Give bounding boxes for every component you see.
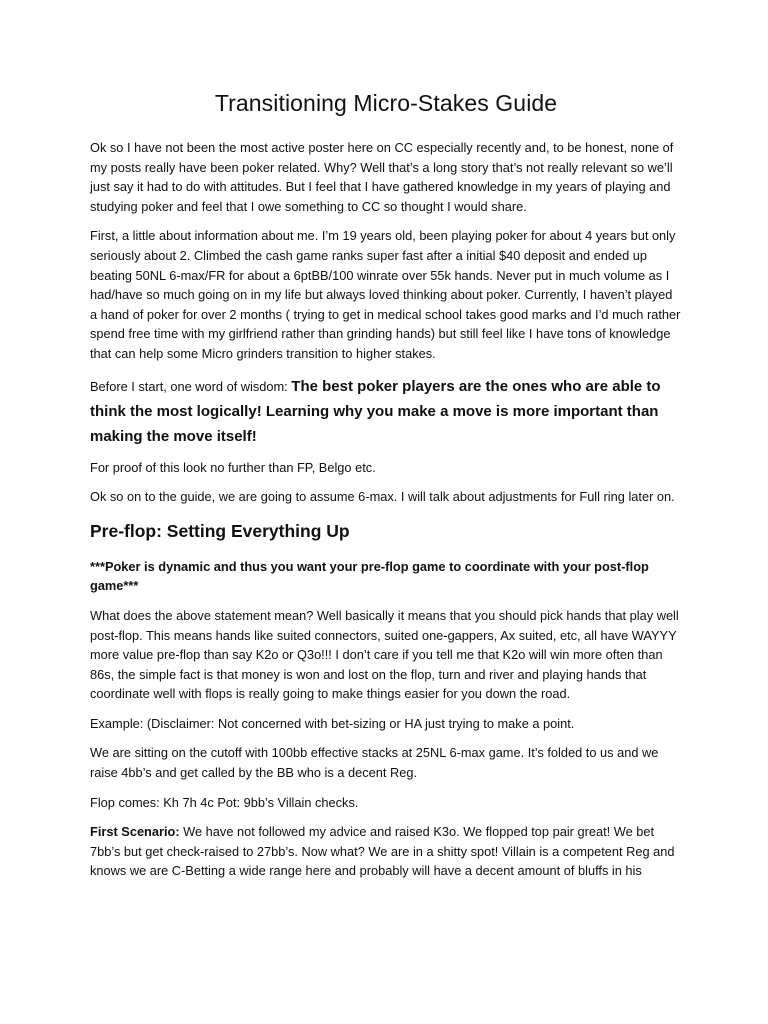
wisdom-statement: The best poker players are the ones who are able to think the most logically! Learning why you make a move is more important than making the move itself! bbox=[90, 377, 661, 445]
paragraph-guide-intro: Ok so on to the guide, we are going to assume 6-max. I will talk about adjustments for Full ring later on. bbox=[90, 489, 675, 505]
paragraph-intro: Ok so I have not been the most active poster here on CC especially recently and, to be honest, none of my posts really have been poker related. Why? Well that’s a long story that’s not really relevant so we’ll just say it had to do with attitudes. But I feel that I have gathered knowledge in my years of playing and studying poker and feel that I owe something to CC so thought I would share. bbox=[90, 140, 674, 214]
first-scenario-label: First Scenario: bbox=[90, 824, 180, 840]
paragraph-about-me: First, a little about information about me. I’m 19 years old, been playing poker for about 4 years but only seriously about 2. Climbed the cash game ranks super fast after a initial $40 deposit and ended up beating 50NL 6-max/FR for about a 6ptBB/100 winrate over 55k hands. Never put in much volume as I had/have so much going on in my life but always loved thinking about poker. Currently, I haven’t played a hand of poker for over 2 months ( trying to get in medical school takes good marks and I’d much rather spend free time with my girlfriend rather than grinding hands) but still feel like I have tons of knowledge that can help some Micro grinders transition to higher stakes. bbox=[90, 228, 681, 361]
paragraph-first-scenario bbox=[90, 822, 682, 881]
paragraph-dynamic-rule: ***Poker is dynamic and thus you want your pre-flop game to coordinate with your post-flop game*** bbox=[90, 558, 649, 594]
paragraph-proof: For proof of this look no further than FP, Belgo etc. bbox=[90, 459, 376, 475]
first-scenario-text: We have not followed my advice and raised K3o. We flopped top pair great! We bet 7bb’s but get check-raised to 27bb’s. Now what? We are in a shitty spot! Villain is a competent Reg and knows we are C-Betting a wide range here and probably will have a decent amount of bluffs in his bbox=[90, 824, 675, 879]
paragraph-setup: We are sitting on the cutoff with 100bb effective stacks at 25NL 6-max game. It’s folded to us and we raise 4bb’s and get called by the BB who is a decent Reg. bbox=[90, 745, 659, 781]
paragraph-flop: Flop comes: Kh 7h 4c Pot: 9bb’s Villain checks. bbox=[90, 794, 359, 810]
section-heading-preflop: Pre-flop: Setting Everything Up bbox=[90, 520, 350, 541]
paragraph-wisdom bbox=[90, 374, 682, 449]
paragraph-explanation: What does the above statement mean? Well basically it means that you should pick hands that play well post-flop. This means hands like suited connectors, suited one-gappers, Ax suited, etc, all have WAYYY more value pre-flop than say K2o or Q3o!!! I don’t care if you tell me that K2o will win more often than 86s, the simple fact is that money is won and lost on the flop, turn and river and playing hands that coordinate well with flops is really going to make things easier for you down the road. bbox=[90, 607, 679, 702]
document-title: Transitioning Micro-Stakes Guide bbox=[214, 90, 558, 116]
paragraph-example: Example: (Disclaimer: Not concerned with bet-sizing or HA just trying to make a point. bbox=[90, 715, 575, 731]
wisdom-intro: Before I start, one word of wisdom: bbox=[90, 378, 292, 394]
